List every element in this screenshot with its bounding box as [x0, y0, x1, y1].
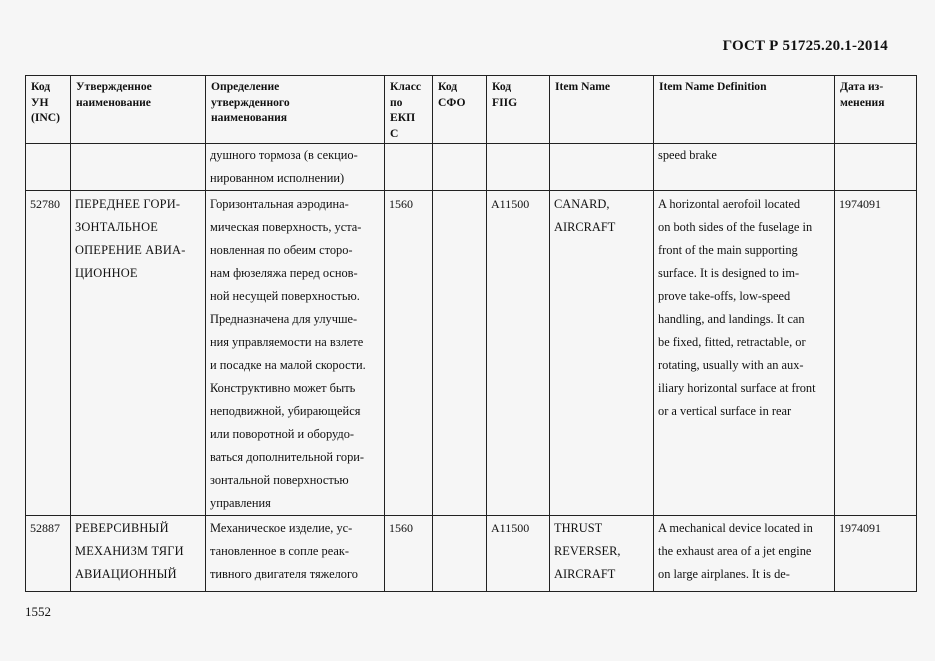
definition-line: Конструктивно может быть: [210, 381, 356, 395]
header-line: FIIG: [492, 95, 518, 109]
column-header-inc-code: [26, 76, 71, 144]
definition-line: ния управляемости на взлете: [210, 335, 364, 349]
cell-code: [26, 516, 71, 592]
header-line: Определение: [211, 80, 280, 93]
header-line: (INC): [31, 111, 60, 124]
item-definition-line: on both sides of the fuselage in: [658, 220, 813, 234]
definition-line: ваться дополнительной гори-: [210, 450, 365, 464]
header-line: Item Name: [555, 80, 611, 93]
change-date-value: 1974091: [839, 197, 881, 211]
item-name-line: AIRCRAFT: [554, 567, 616, 581]
item-definition-line: or a vertical surface in rear: [658, 404, 792, 418]
item-definition-line: rotating, usually with an aux-: [658, 358, 804, 372]
item-definition-line: handling, and landings. It can: [658, 312, 805, 326]
cell-sfo: [433, 144, 487, 191]
item-definition-line: front of the main supporting: [658, 243, 798, 257]
table-row: [26, 516, 917, 592]
cell-name: [71, 191, 206, 516]
item-name-line: CANARD,: [554, 197, 610, 211]
header-line: ЕКП: [390, 111, 416, 124]
document-standard-title: ГОСТ Р 51725.20.1-2014: [722, 38, 888, 54]
definition-line: или поворотной и оборудо-: [210, 427, 355, 441]
fiig-value: A11500: [491, 521, 530, 535]
header-line: утвержденного: [211, 95, 290, 109]
cell-class: [385, 144, 433, 191]
cell-sfo: [433, 191, 487, 516]
column-header-class: [385, 76, 433, 144]
page-number: 1552: [25, 604, 51, 619]
name-line: ЗОНТАЛЬНОЕ: [75, 220, 158, 234]
cell-fiig: [487, 516, 550, 592]
cell-item-definition: [654, 516, 835, 592]
item-name-line: REVERSER,: [554, 544, 621, 558]
definition-line: ной несущей поверхностью.: [210, 289, 360, 303]
column-header-approved-name: [71, 76, 206, 144]
cell-definition: [206, 191, 385, 516]
class-value: 1560: [389, 521, 413, 535]
cell-item-name: [550, 144, 654, 191]
cell-date: [835, 144, 917, 191]
cell-definition: [206, 144, 385, 191]
header-line: С: [390, 126, 399, 140]
definition-line: Механическое изделие, ус-: [210, 521, 353, 535]
name-line: РЕВЕРСИВНЫЙ: [75, 521, 169, 535]
header-line: Дата из-: [840, 80, 884, 93]
table-row: [26, 191, 917, 516]
item-name-line: THRUST: [554, 521, 603, 535]
name-line: МЕХАНИЗМ ТЯГИ: [75, 544, 184, 558]
column-header-item-name-definition: [654, 76, 835, 144]
header-line: наименование: [76, 95, 151, 109]
cell-item-definition: [654, 144, 835, 191]
cell-code: [26, 144, 71, 191]
header-line: по: [390, 95, 403, 109]
header-line: менения: [840, 95, 885, 109]
cell-date: [835, 516, 917, 592]
item-registry-table: [25, 75, 917, 592]
definition-line: неподвижной, убирающейся: [210, 404, 361, 418]
definition-line: нам фюзеляжа перед основ-: [210, 266, 358, 280]
cell-fiig: [487, 144, 550, 191]
name-line: АВИАЦИОННЫЙ: [75, 567, 177, 581]
item-definition-line: be fixed, fitted, retractable, or: [658, 335, 806, 349]
cell-code: [26, 191, 71, 516]
item-definition-line: prove take-offs, low-speed: [658, 289, 791, 303]
fiig-value: A11500: [491, 197, 530, 211]
table-row-continuation: [26, 144, 917, 191]
header-line: наименования: [211, 111, 288, 124]
item-definition-line: the exhaust area of a jet engine: [658, 544, 812, 558]
item-definition-line: A horizontal aerofoil located: [658, 197, 801, 211]
definition-line: Горизонтальная аэродина-: [210, 197, 349, 211]
definition-line: тановленное в сопле реак-: [210, 544, 350, 558]
definition-line: мическая поверхность, уста-: [210, 220, 362, 234]
item-definition-line: A mechanical device located in: [658, 521, 813, 535]
cell-class: [385, 516, 433, 592]
cell-sfo: [433, 516, 487, 592]
cell-name: [71, 516, 206, 592]
header-line: УН: [31, 95, 49, 109]
inc-code: 52780: [30, 197, 60, 211]
class-value: 1560: [389, 197, 413, 211]
definition-line: Предназначена для улучше-: [210, 312, 358, 326]
header-line: Item Name Definition: [659, 80, 767, 93]
cell-class: [385, 191, 433, 516]
change-date-value: 1974091: [839, 521, 881, 535]
cell-item-name: [550, 191, 654, 516]
definition-line: и посадке на малой скорости.: [210, 358, 366, 372]
definition-line: управления: [210, 496, 271, 510]
item-definition-line: on large airplanes. It is de-: [658, 567, 790, 581]
item-definition-line: speed brake: [658, 148, 717, 162]
header-line: Утвержденное: [76, 80, 152, 93]
item-name-line: AIRCRAFT: [554, 220, 616, 234]
item-definition-line: surface. It is designed to im-: [658, 266, 800, 280]
header-line: Код: [31, 80, 51, 93]
cell-item-name: [550, 516, 654, 592]
inc-code: 52887: [30, 521, 60, 535]
cell-date: [835, 191, 917, 516]
item-definition-line: iliary horizontal surface at front: [658, 381, 816, 395]
name-line: ПЕРЕДНЕЕ ГОРИ-: [75, 197, 181, 211]
column-header-change-date: [835, 76, 917, 144]
table-header-row: [26, 76, 917, 144]
cell-item-definition: [654, 191, 835, 516]
column-header-sfo-code: [433, 76, 487, 144]
header-line: СФО: [438, 95, 466, 109]
definition-line: тивного двигателя тяжелого: [210, 567, 358, 581]
definition-line: душного тормоза (в секцио-: [210, 148, 358, 162]
definition-line: нированном исполнении): [210, 171, 345, 185]
header-line: Код: [492, 80, 512, 93]
definition-line: зонтальной поверхностью: [210, 473, 349, 487]
header-line: Класс: [390, 80, 421, 93]
name-line: ОПЕРЕНИЕ АВИА-: [75, 243, 186, 257]
column-header-item-name: [550, 76, 654, 144]
name-line: ЦИОННОЕ: [75, 266, 138, 280]
header-line: Код: [438, 80, 458, 93]
cell-fiig: [487, 191, 550, 516]
column-header-definition: [206, 76, 385, 144]
definition-line: новленная по обеим сторо-: [210, 243, 353, 257]
cell-definition: [206, 516, 385, 592]
cell-name: [71, 144, 206, 191]
column-header-fiig-code: [487, 76, 550, 144]
